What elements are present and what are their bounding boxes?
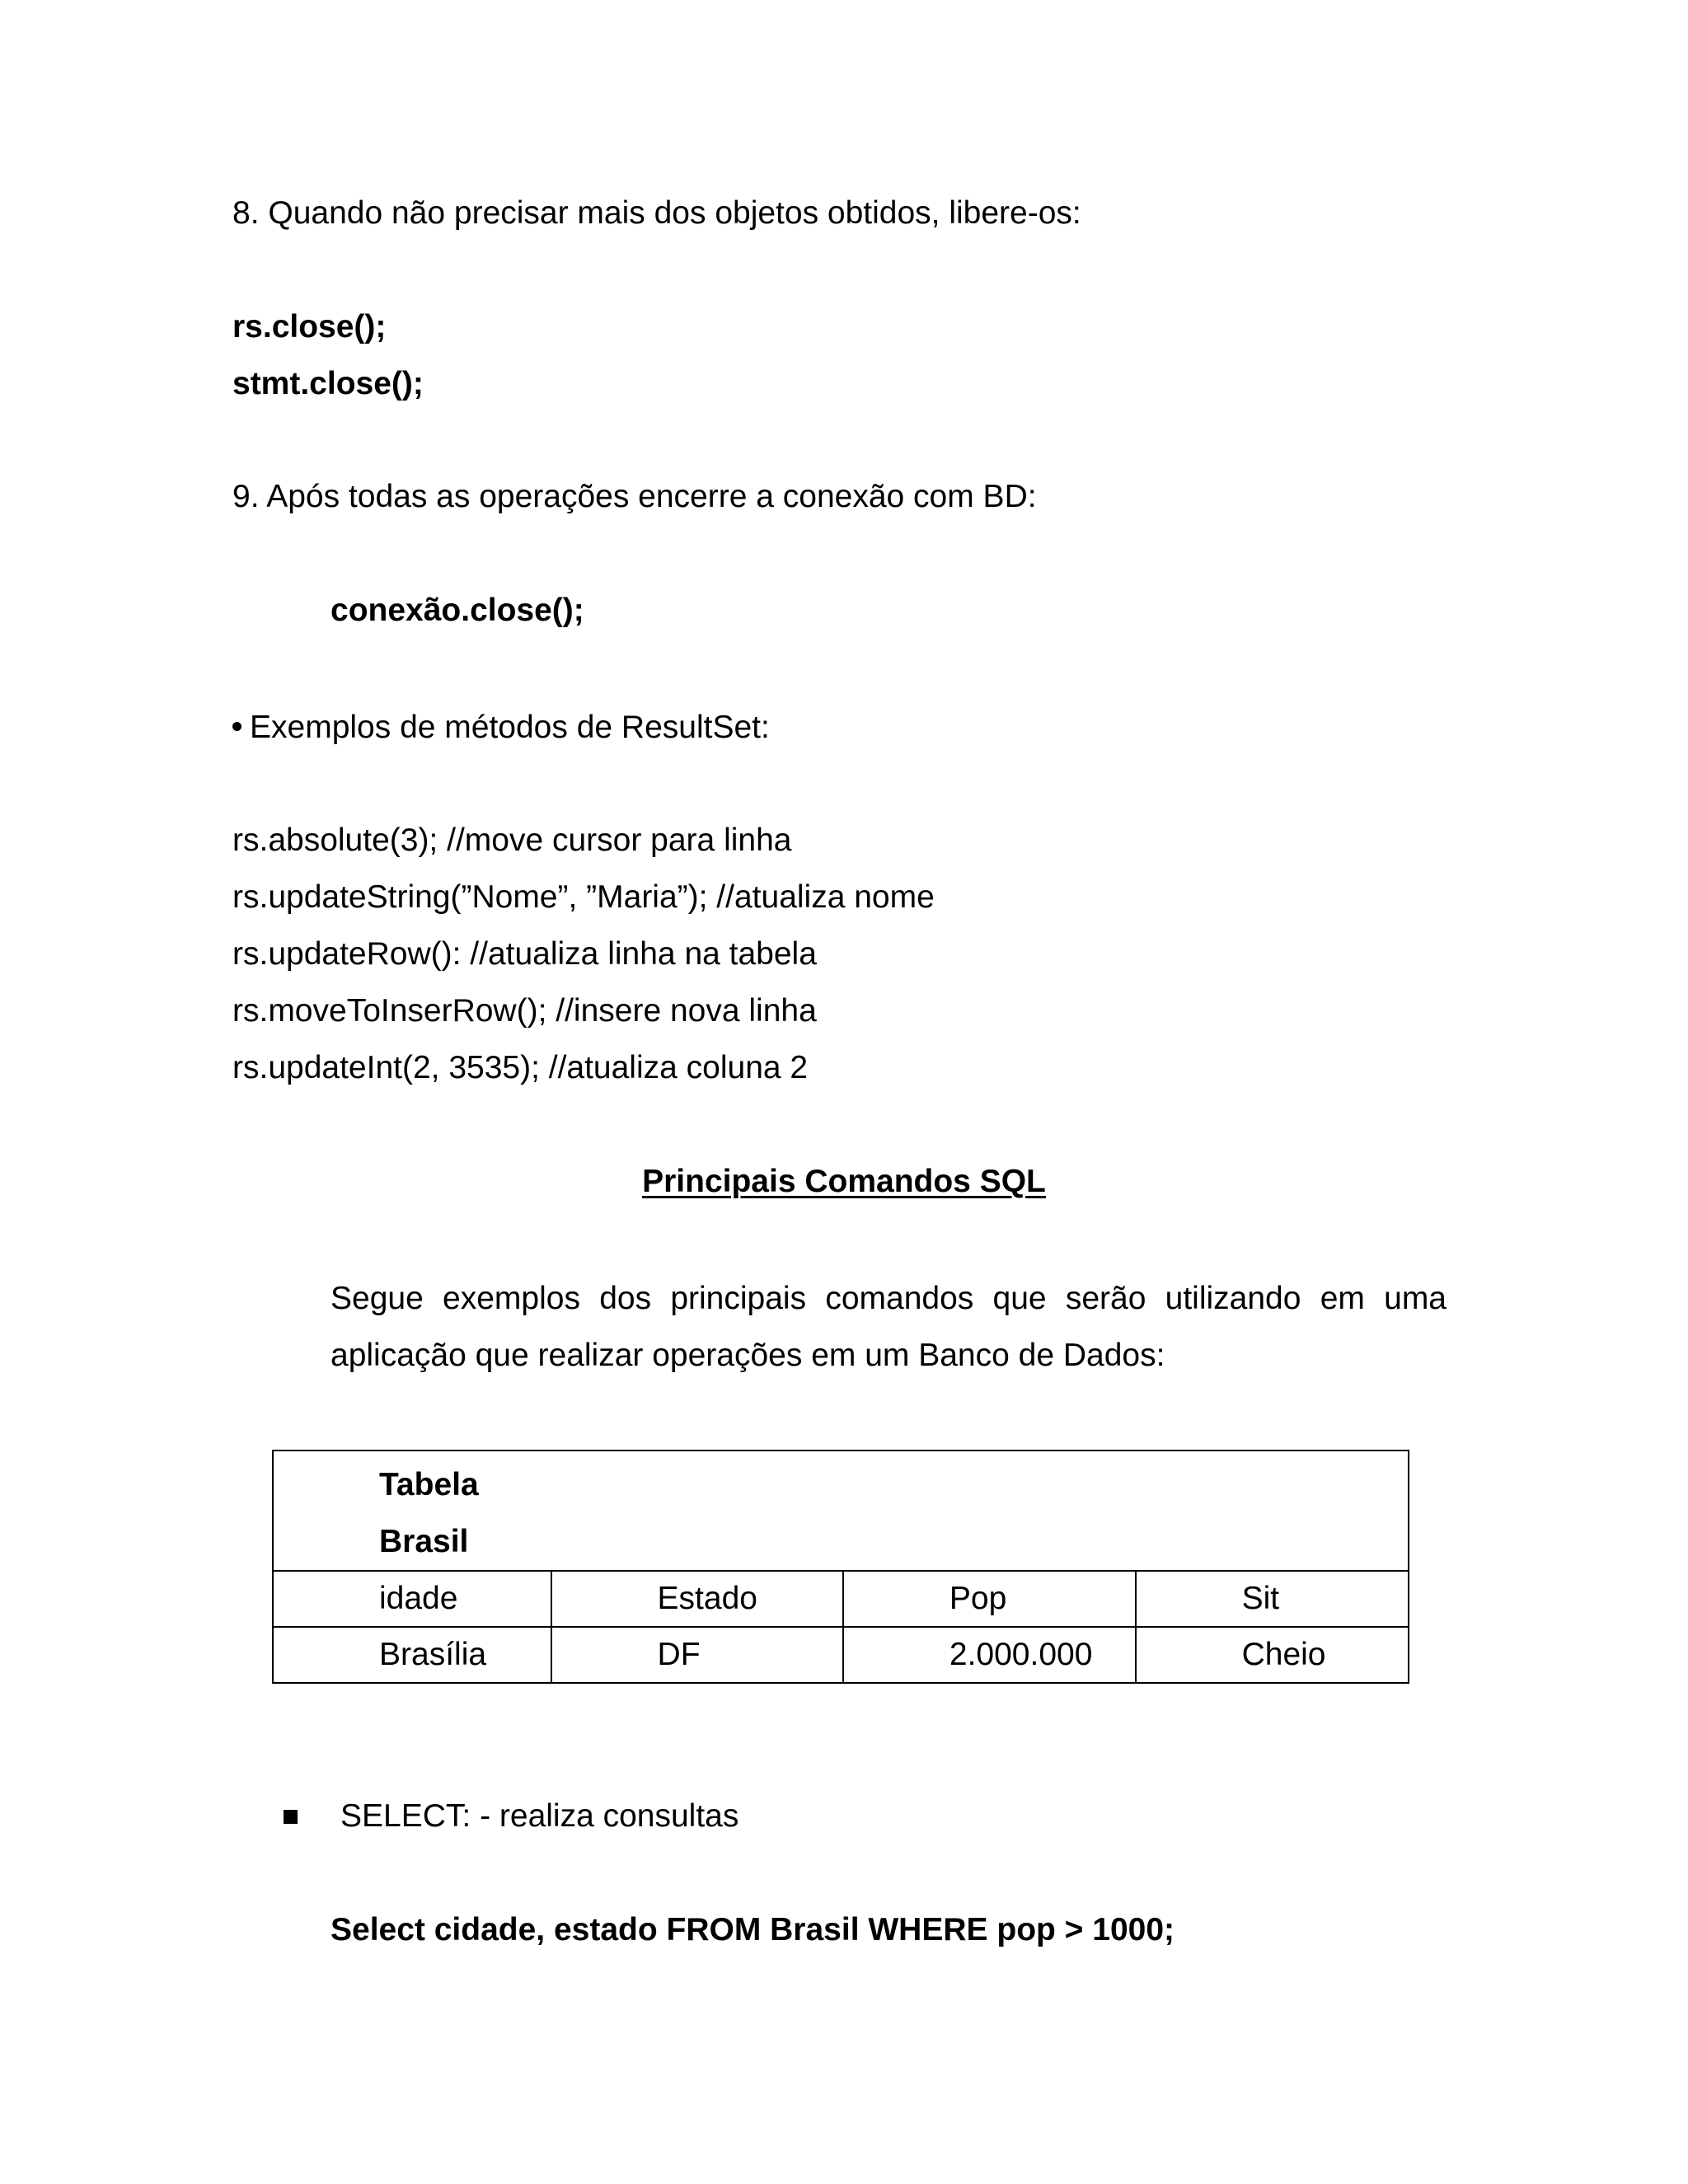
code-rs-close: rs.close();: [232, 309, 387, 344]
code-stmt-close: stmt.close();: [232, 366, 424, 401]
table-header-cell: Estado: [551, 1571, 843, 1627]
table-header-row: [273, 1571, 1409, 1627]
table-row: [273, 1627, 1409, 1683]
resultset-method: rs.updateString(”Nome”, ”Maria”); //atualiza nome: [232, 879, 935, 915]
resultset-method: rs.updateRow(): //atualiza linha na tabela: [232, 936, 817, 972]
table-cell: DF: [551, 1627, 843, 1683]
bullet-icon: [232, 722, 241, 731]
table-header-cell: Sit: [1136, 1571, 1409, 1627]
table-title-line: Brasil: [379, 1524, 469, 1559]
resultset-method: rs.absolute(3); //move cursor para linha: [232, 823, 792, 858]
step-8-text: 8. Quando não precisar mais dos objetos obtidos, libere-os:: [232, 195, 1081, 231]
resultset-heading-text: Exemplos de métodos de ResultSet:: [250, 710, 770, 745]
code-conexao-close: conexão.close();: [331, 593, 584, 628]
resultset-method: rs.updateInt(2, 3535); //atualiza coluna 2: [232, 1050, 809, 1085]
table-cell: Cheio: [1136, 1627, 1409, 1683]
resultset-heading: [232, 709, 770, 747]
resultset-method: rs.moveToInserRow(); //insere nova linha: [232, 993, 817, 1029]
sql-intro-paragraph: Segue exemplos dos principais comandos que serão utilizando em uma aplicação que realizar operações em um Banco de Dados:: [331, 1281, 1447, 1373]
table-cell: 2.000.000: [843, 1627, 1136, 1683]
square-bullet-icon: [284, 1810, 298, 1824]
table-header-cell: idade: [273, 1571, 551, 1627]
table-title-cell: [273, 1451, 1409, 1571]
section-title: Principais Comandos SQL: [642, 1164, 1046, 1199]
table-title-line: Tabela: [379, 1467, 479, 1502]
table-cell: Brasília: [273, 1627, 551, 1683]
step-9-text: 9. Após todas as operações encerre a conexão com BD:: [232, 479, 1037, 514]
table-header-cell: Pop: [843, 1571, 1136, 1627]
brasil-table: [272, 1450, 1409, 1684]
select-example: Select cidade, estado FROM Brasil WHERE pop > 1000;: [331, 1912, 1175, 1947]
select-label: SELECT: - realiza consultas: [340, 1798, 739, 1834]
table-title-row: [273, 1451, 1409, 1571]
